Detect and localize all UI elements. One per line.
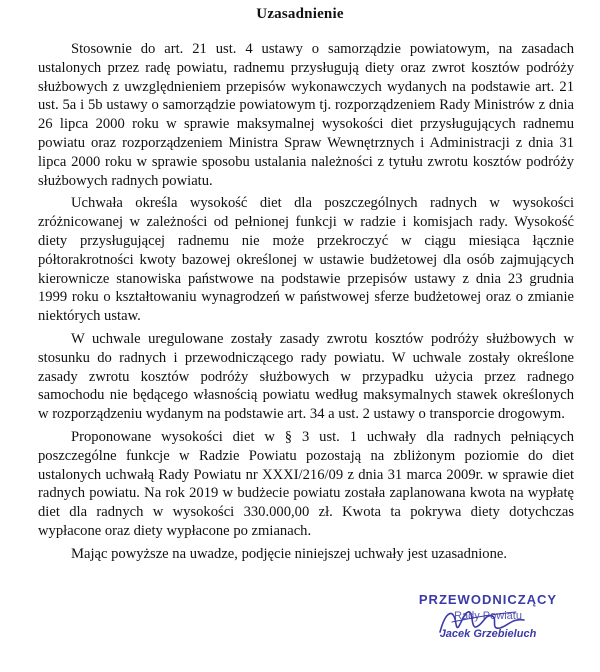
handwritten-signature bbox=[432, 602, 532, 642]
document-body bbox=[38, 40, 574, 568]
document-title: Uzasadnienie bbox=[256, 6, 344, 22]
stamp-name: Jacek Grzebieluch bbox=[439, 628, 537, 640]
stamp-role: PRZEWODNICZĄCY bbox=[418, 592, 558, 607]
paragraph-2: Uchwała określa wysokość diet dla poszczególnych radnych w wysokości zróżnicowanej w zależności od pełnionej funkcji w radzie i komisjach rady. Wysokość diety przysługującej radnemu nie może przekroczyć w ciągu miesiąca łącznie półtorakrotności kwoty bazowej określonej w ustawie budżetowej dla osób zajmujących kierownicze stanowiska państwowe na podstawie przepisów ustawy z dnia 23 grudnia 1999 roku o kształtowaniu wynagrodzeń w państwowej sferze budżetowej oraz o zmianie niektórych ustaw. bbox=[38, 195, 574, 325]
paragraph-1: Stosownie do art. 21 ust. 4 ustawy o samorządzie powiatowym, na zasadach ustalonych przez radę powiatu, radnemu przysługują diety oraz zwrot kosztów podróży służbowych z uwzględnieniem przepisów wykonawczych wydanych na podstawie art. 21 ust. 5a i 5b ustawy o samorządzie powiatowym tj. rozporządzeniem Rady Ministrów z dnia 26 lipca 2000 roku w sprawie maksymalnej wysokości diet przysługujących radnemu powiatu oraz rozporządzeniem Ministra Spraw Wewnętrznych i Administracji z dnia 31 lipca 2000 roku w sprawie sposobu ustalania należności z tytułu zwrotu kosztów podróży służbowych radnych powiatu. bbox=[38, 41, 574, 189]
paragraph-5: Mając powyższe na uwadze, podjęcie niniejszej uchwały jest uzasadnione. bbox=[71, 545, 508, 562]
paragraph-3: W uchwale uregulowane zostały zasady zwrotu kosztów podróży służbowych w stosunku do radnych i przewodniczącego rady powiatu. W uchwale zostały określone zasady zwrotu kosztów podróży służbowych w przypadku użycia przez radnego samochodu nie będącego własnością powiatu według maksymalnych stawek określonych w rozporządzeniu wydanym na podstawie art. 34 a ust. 2 ustawy o transporcie drogowym. bbox=[38, 330, 574, 423]
stamp-organization: Rady Powiatu bbox=[454, 610, 522, 622]
paragraph-4: Proponowane wysokości diet w § 3 ust. 1 uchwały dla radnych pełniących poszczególne funkcje w Radzie Powiatu pozostają na zbliżonym poziomie do diet ustalonych uchwałą Rady Powiatu nr XXXI/216/09 z dnia 31 marca 2009r. w sprawie diet radnych powiatu. Na rok 2019 w budżecie powiatu została zaplanowana kwota na wypłatę diet dla radnych w wysokości 330.000,00 zł. Kwota ta pokrywa diety dotychczas wypłacone oraz diety wypłacone po zmianach. bbox=[38, 428, 574, 539]
